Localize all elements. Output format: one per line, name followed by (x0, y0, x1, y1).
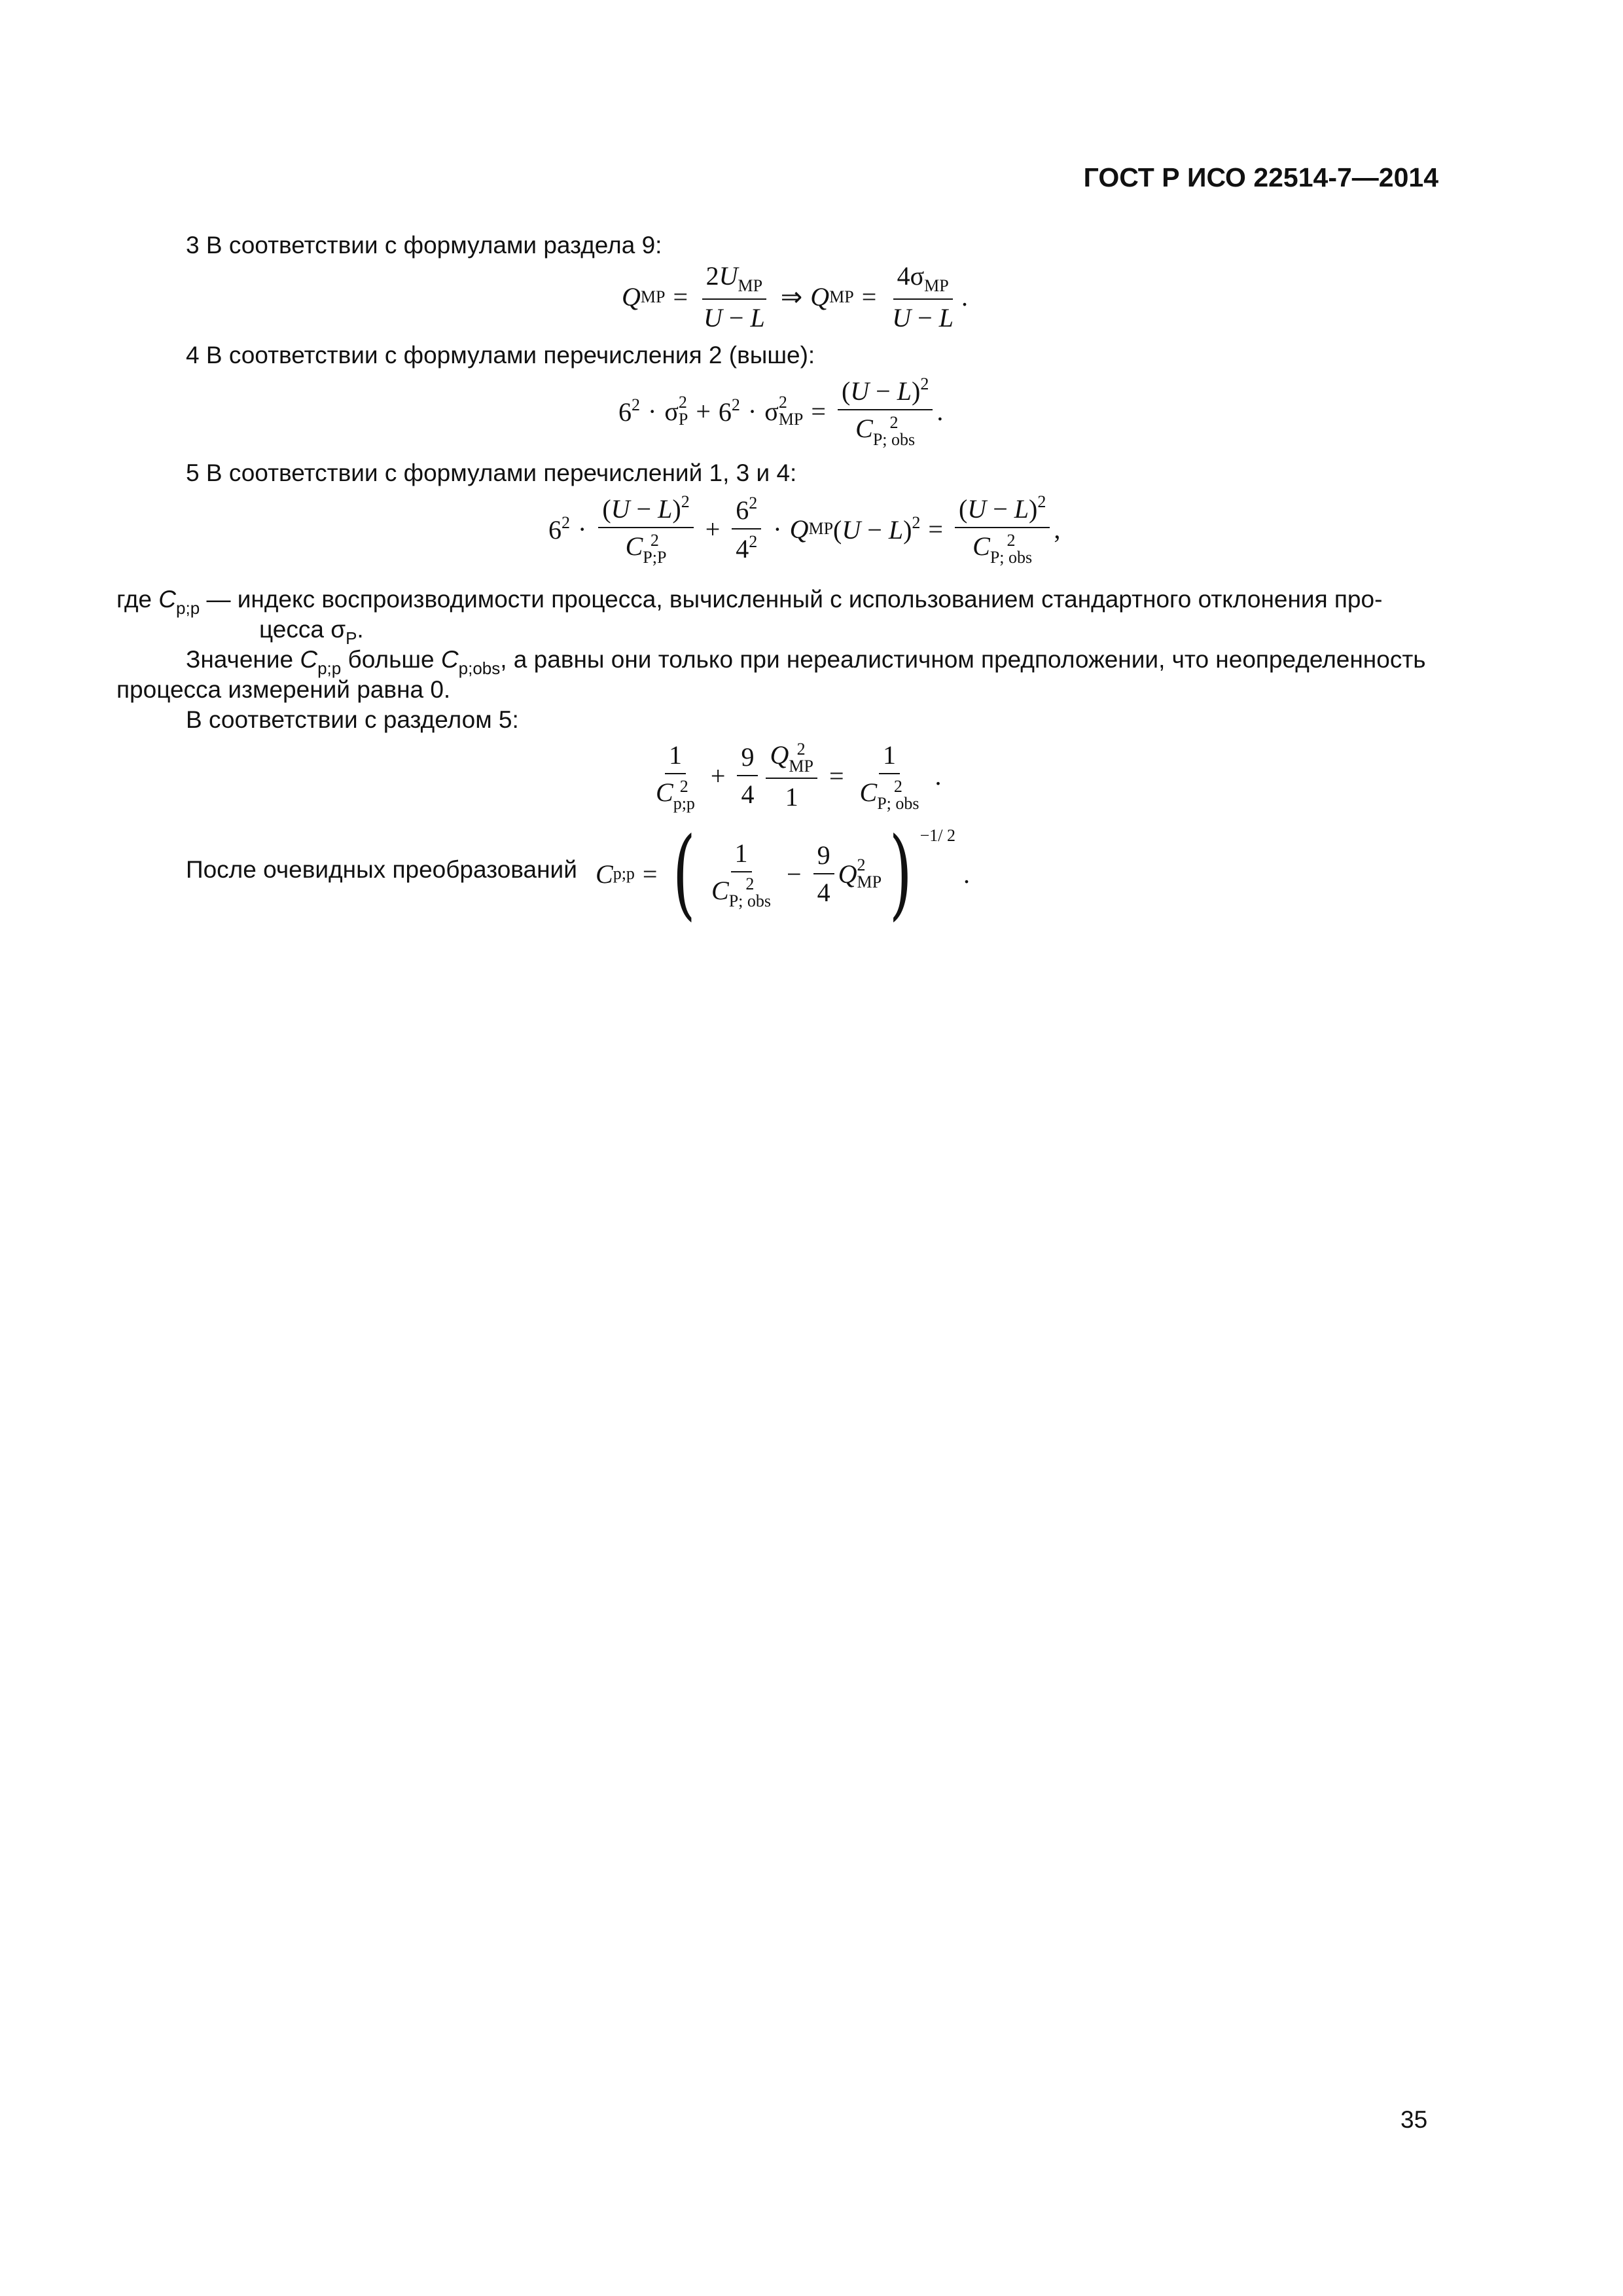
formula-variance-sum: $6^2$ · σ 2 P + $6^2$ · σ 2 MP = $(U - L)^2$ C 2 P; obs . (618, 374, 944, 449)
definition-line-1: где $C_{p;p}$ — индекс воспроизводимости процесса, вычисленный с использованием стандартного отклонения про- (116, 586, 1383, 618)
definition-line-2: цесса $\sigma_P$. (259, 616, 364, 648)
formula-combined: $6^2$ · $(U - L)^2$ C 2 P;P + $\frac{6^2}{4^2}$ · Q MP $(U - L)^2$ = $(U - L)^2$ C 2 P; obs , (548, 492, 1061, 567)
section-5-text: В соответствии с разделом 5: (186, 706, 519, 733)
formula-final: C p;p = ( 1 C 2 P; obs − $\frac{9}{4}$ Q 2 MP ) −1/ 2 . (596, 817, 970, 931)
formula-q-mp: Q MP = $\frac{2U_{MP}}{U - L}$ ⇒ Q MP = $\frac{4\sigma_{MP}}{U - L}$ . (622, 261, 968, 332)
document-header: ГОСТ Р ИСО 22514-7—2014 (1083, 162, 1438, 192)
page-number: 35 (1400, 2106, 1428, 2133)
item-5-text: 5 В соответствии с формулами перечислений 1, 3 и 4: (186, 459, 797, 486)
item-3-text: 3 В соответствии с формулами раздела 9: (186, 232, 662, 259)
value-paragraph-line-2: процесса измерений равна 0. (116, 676, 451, 703)
item-4-text: 4 В соответствии с формулами перечисления 2 (выше): (186, 342, 815, 368)
after-transform-text: После очевидных преобразований (186, 856, 577, 883)
formula-section-5: 1 C 2 p;p + $\frac{9}{4}$ Q 2 MP 1 = 1 C 2 P; obs . (656, 739, 942, 813)
value-paragraph-line-1: Значение $C_{p;p}$ больше $C_{p;obs}$, а равны они только при нереалистичном предположении, что неопределенность (186, 646, 1426, 678)
